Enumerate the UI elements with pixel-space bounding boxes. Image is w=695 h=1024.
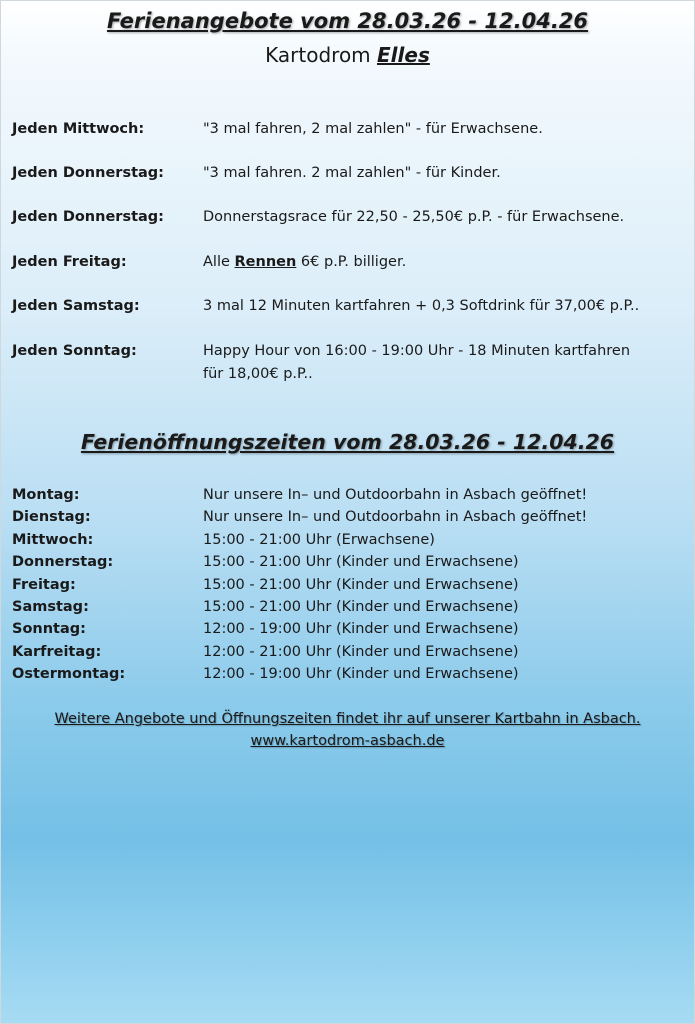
hours-time: 15:00 - 21:00 Uhr (Kinder und Erwachsene) <box>203 554 519 571</box>
hours-time: 12:00 - 19:00 Uhr (Kinder und Erwachsene) <box>203 666 519 683</box>
hours-day: Montag: <box>12 487 80 503</box>
hours-day: Mittwoch: <box>12 531 94 548</box>
offer-description: "3 mal fahren, 2 mal zahlen" - für Erwachsene. <box>203 121 543 137</box>
hours-day: Samstag: <box>12 598 89 615</box>
offer-desc-line: für 18,00€ p.P.. <box>203 366 313 382</box>
hours-row <box>12 618 682 640</box>
offer-description: Donnerstagsrace für 22,50 - 25,50€ p.P. - für Erwachsene. <box>203 209 625 225</box>
hours-row <box>12 574 682 596</box>
hours-day: Sonntag: <box>12 621 86 638</box>
hours-day: Freitag: <box>12 576 76 593</box>
offer-day: Jeden Mittwoch: <box>12 121 145 137</box>
offer-day: Jeden Donnerstag: <box>12 209 164 225</box>
offer-day: Jeden Donnerstag: <box>12 165 164 181</box>
hours-time: 12:00 - 21:00 Uhr (Kinder und Erwachsene) <box>203 643 519 660</box>
hours-day: Karfreitag: <box>12 643 102 660</box>
footer-note <box>1 708 694 752</box>
hours-day: Ostermontag: <box>12 666 126 683</box>
hours-title: Ferienöffnungszeiten vom 28.03.26 - 12.04.26 <box>80 430 615 454</box>
hours-day: Donnerstag: <box>12 554 114 571</box>
subtitle-prefix: Kartodrom <box>265 43 378 67</box>
hours-row <box>12 529 682 551</box>
hours-time: Nur unsere In– und Outdoorbahn in Asbach geöffnet! <box>203 509 588 526</box>
opening-hours-list <box>12 484 682 686</box>
hours-day: Dienstag: <box>12 509 91 526</box>
offer-day: Jeden Freitag: <box>12 254 127 270</box>
offer-desc-suffix: 6€ p.P. billiger. <box>296 254 407 270</box>
offer-description: 3 mal 12 Minuten kartfahren + 0,3 Softdrink für 37,00€ p.P.. <box>203 298 640 314</box>
offer-desc-line: Happy Hour von 16:00 - 19:00 Uhr - 18 Minuten kartfahren <box>203 343 631 359</box>
offer-day: Jeden Samstag: <box>12 298 140 314</box>
website-link[interactable]: www.kartodrom-asbach.de <box>250 733 445 749</box>
hours-time: 12:00 - 19:00 Uhr (Kinder und Erwachsene) <box>203 621 519 638</box>
offer-desc-prefix: Alle <box>203 254 235 270</box>
subtitle-location: Elles <box>377 43 430 67</box>
hours-row <box>12 506 682 528</box>
footer-text: Weitere Angebote und Öffnungszeiten findet ihr auf unserer Kartbahn in Asbach. <box>54 711 641 727</box>
hours-row <box>12 596 682 618</box>
hours-row <box>12 484 682 506</box>
hours-time: 15:00 - 21:00 Uhr (Erwachsene) <box>203 531 435 548</box>
hours-row <box>12 641 682 663</box>
offer-description <box>203 340 682 386</box>
page-subtitle <box>1 43 694 67</box>
offer-day: Jeden Sonntag: <box>12 343 137 359</box>
offer-description: "3 mal fahren. 2 mal zahlen" - für Kinder. <box>203 165 501 181</box>
offer-desc-highlight: Rennen <box>234 254 297 270</box>
offer-description <box>203 251 682 274</box>
hours-time: 15:00 - 21:00 Uhr (Kinder und Erwachsene) <box>203 598 519 615</box>
hours-row <box>12 663 682 685</box>
page-title: Ferienangebote vom 28.03.26 - 12.04.26 <box>106 9 589 33</box>
hours-time: Nur unsere In– und Outdoorbahn in Asbach geöffnet! <box>203 487 588 503</box>
hours-time: 15:00 - 21:00 Uhr (Kinder und Erwachsene) <box>203 576 519 593</box>
hours-row <box>12 551 682 573</box>
